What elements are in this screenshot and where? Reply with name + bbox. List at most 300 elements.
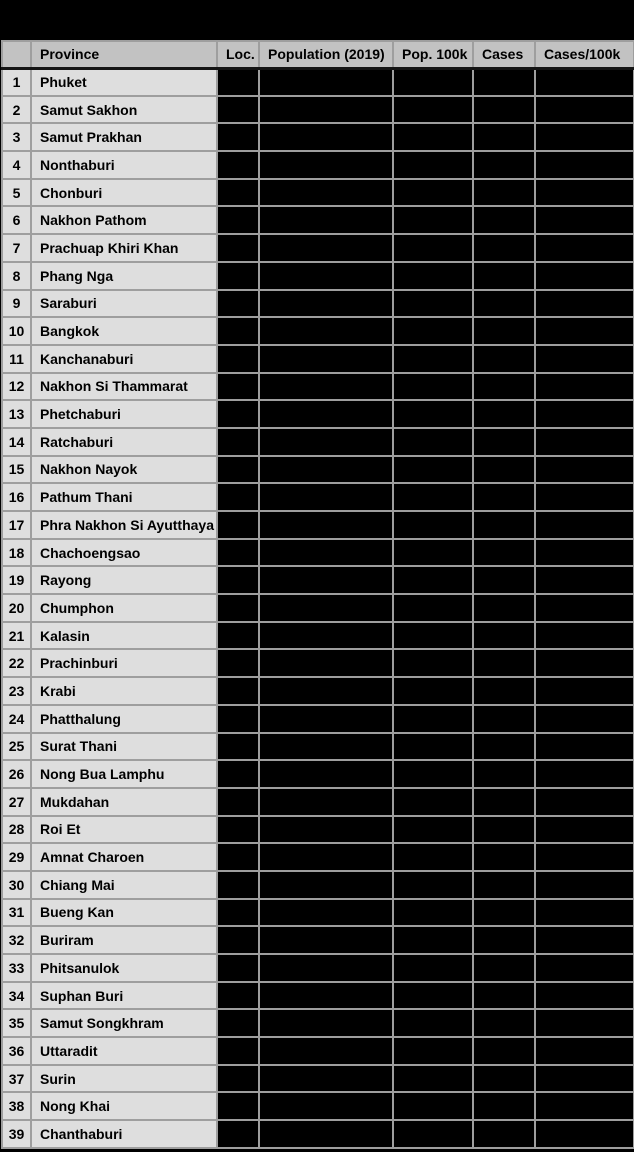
cell-cases-100k — [535, 234, 634, 262]
cell-population — [259, 151, 393, 179]
table-row — [2, 594, 634, 622]
cell-cases — [473, 151, 535, 179]
table-row — [2, 428, 634, 456]
cell-cases — [473, 96, 535, 124]
cell-pop-100k — [393, 760, 473, 788]
table-header — [2, 41, 634, 68]
cell-location — [217, 68, 259, 96]
cell-pop-100k — [393, 1009, 473, 1037]
cell-location — [217, 1009, 259, 1037]
row-rank: 22 — [2, 649, 31, 677]
row-province: Phuket — [31, 68, 217, 96]
row-province: Saraburi — [31, 290, 217, 318]
table-row — [2, 1120, 634, 1148]
row-rank: 38 — [2, 1092, 31, 1120]
cell-cases-100k — [535, 483, 634, 511]
row-province: Buriram — [31, 926, 217, 954]
table-row — [2, 483, 634, 511]
table-row — [2, 843, 634, 871]
cell-location — [217, 234, 259, 262]
cell-cases — [473, 206, 535, 234]
cell-pop-100k — [393, 539, 473, 567]
cell-population — [259, 594, 393, 622]
cell-population — [259, 290, 393, 318]
cell-population — [259, 760, 393, 788]
cell-pop-100k — [393, 262, 473, 290]
cell-population — [259, 511, 393, 539]
cell-cases — [473, 456, 535, 484]
cell-location — [217, 96, 259, 124]
cell-population — [259, 317, 393, 345]
cell-cases-100k — [535, 677, 634, 705]
cell-location — [217, 373, 259, 401]
cell-cases — [473, 317, 535, 345]
cell-population — [259, 871, 393, 899]
row-province: Prachinburi — [31, 649, 217, 677]
cell-cases — [473, 262, 535, 290]
cell-location — [217, 816, 259, 844]
cell-location — [217, 539, 259, 567]
cell-location — [217, 899, 259, 927]
row-province: Phitsanulok — [31, 954, 217, 982]
cell-population — [259, 788, 393, 816]
row-province: Prachuap Khiri Khan — [31, 234, 217, 262]
cell-population — [259, 373, 393, 401]
cell-population — [259, 123, 393, 151]
cell-pop-100k — [393, 317, 473, 345]
table-row — [2, 68, 634, 96]
cell-cases-100k — [535, 179, 634, 207]
cell-cases-100k — [535, 954, 634, 982]
table-row — [2, 539, 634, 567]
cell-location — [217, 954, 259, 982]
cell-pop-100k — [393, 705, 473, 733]
cell-pop-100k — [393, 456, 473, 484]
row-province: Nonthaburi — [31, 151, 217, 179]
cell-cases-100k — [535, 622, 634, 650]
table-row — [2, 179, 634, 207]
cell-cases-100k — [535, 871, 634, 899]
cell-population — [259, 234, 393, 262]
cell-location — [217, 649, 259, 677]
header-province: Province — [31, 41, 217, 68]
table-row — [2, 234, 634, 262]
cell-cases — [473, 179, 535, 207]
cell-pop-100k — [393, 871, 473, 899]
header-pop-100k: Pop. 100k — [393, 41, 473, 68]
cell-population — [259, 622, 393, 650]
row-rank: 27 — [2, 788, 31, 816]
cell-cases — [473, 871, 535, 899]
cell-cases — [473, 373, 535, 401]
cell-cases-100k — [535, 788, 634, 816]
cell-pop-100k — [393, 733, 473, 761]
cell-cases — [473, 816, 535, 844]
cell-population — [259, 705, 393, 733]
table-row — [2, 566, 634, 594]
cell-pop-100k — [393, 151, 473, 179]
cell-pop-100k — [393, 816, 473, 844]
row-province: Bueng Kan — [31, 899, 217, 927]
row-rank: 13 — [2, 400, 31, 428]
cell-cases — [473, 539, 535, 567]
cell-cases — [473, 1120, 535, 1148]
row-rank: 11 — [2, 345, 31, 373]
cell-population — [259, 456, 393, 484]
cell-location — [217, 843, 259, 871]
cell-location — [217, 483, 259, 511]
row-province: Samut Prakhan — [31, 123, 217, 151]
cell-location — [217, 622, 259, 650]
province-covid-table-wrap — [1, 40, 633, 1149]
row-rank: 8 — [2, 262, 31, 290]
cell-population — [259, 96, 393, 124]
cell-pop-100k — [393, 1092, 473, 1120]
cell-pop-100k — [393, 594, 473, 622]
row-rank: 6 — [2, 206, 31, 234]
cell-cases — [473, 760, 535, 788]
cell-cases-100k — [535, 345, 634, 373]
table-row — [2, 1037, 634, 1065]
cell-cases-100k — [535, 843, 634, 871]
cell-location — [217, 1120, 259, 1148]
row-rank: 18 — [2, 539, 31, 567]
row-rank: 35 — [2, 1009, 31, 1037]
cell-cases — [473, 982, 535, 1010]
cell-pop-100k — [393, 1065, 473, 1093]
cell-location — [217, 705, 259, 733]
row-rank: 20 — [2, 594, 31, 622]
row-province: Bangkok — [31, 317, 217, 345]
row-province: Chumphon — [31, 594, 217, 622]
cell-cases — [473, 345, 535, 373]
row-province: Ratchaburi — [31, 428, 217, 456]
cell-cases-100k — [535, 1065, 634, 1093]
table-row — [2, 96, 634, 124]
cell-location — [217, 1092, 259, 1120]
row-province: Surin — [31, 1065, 217, 1093]
cell-location — [217, 400, 259, 428]
row-province: Mukdahan — [31, 788, 217, 816]
cell-cases — [473, 954, 535, 982]
cell-location — [217, 151, 259, 179]
cell-population — [259, 262, 393, 290]
cell-location — [217, 594, 259, 622]
row-rank: 31 — [2, 899, 31, 927]
cell-location — [217, 926, 259, 954]
row-province: Nakhon Nayok — [31, 456, 217, 484]
table-row — [2, 816, 634, 844]
cell-pop-100k — [393, 206, 473, 234]
cell-population — [259, 1120, 393, 1148]
table-row — [2, 733, 634, 761]
cell-cases — [473, 899, 535, 927]
cell-pop-100k — [393, 788, 473, 816]
cell-location — [217, 456, 259, 484]
row-province: Kalasin — [31, 622, 217, 650]
row-province: Chanthaburi — [31, 1120, 217, 1148]
cell-location — [217, 982, 259, 1010]
cell-cases — [473, 483, 535, 511]
row-rank: 5 — [2, 179, 31, 207]
cell-location — [217, 206, 259, 234]
cell-location — [217, 733, 259, 761]
row-rank: 37 — [2, 1065, 31, 1093]
cell-cases-100k — [535, 816, 634, 844]
row-rank: 34 — [2, 982, 31, 1010]
cell-population — [259, 400, 393, 428]
table-row — [2, 151, 634, 179]
table-row — [2, 123, 634, 151]
cell-population — [259, 733, 393, 761]
row-rank: 9 — [2, 290, 31, 318]
cell-cases — [473, 926, 535, 954]
cell-population — [259, 566, 393, 594]
row-province: Rayong — [31, 566, 217, 594]
cell-cases — [473, 705, 535, 733]
cell-cases-100k — [535, 68, 634, 96]
cell-population — [259, 68, 393, 96]
row-province: Chonburi — [31, 179, 217, 207]
cell-cases-100k — [535, 428, 634, 456]
table-row — [2, 1065, 634, 1093]
row-province: Roi Et — [31, 816, 217, 844]
cell-cases — [473, 400, 535, 428]
cell-cases — [473, 68, 535, 96]
row-rank: 36 — [2, 1037, 31, 1065]
row-province: Pathum Thani — [31, 483, 217, 511]
row-province: Nakhon Si Thammarat — [31, 373, 217, 401]
cell-cases — [473, 123, 535, 151]
cell-pop-100k — [393, 511, 473, 539]
table-row — [2, 262, 634, 290]
header-cases-100k: Cases/100k — [535, 41, 634, 68]
row-province: Suphan Buri — [31, 982, 217, 1010]
row-rank: 26 — [2, 760, 31, 788]
row-rank: 30 — [2, 871, 31, 899]
row-province: Surat Thani — [31, 733, 217, 761]
row-province: Samut Songkhram — [31, 1009, 217, 1037]
cell-cases-100k — [535, 123, 634, 151]
cell-population — [259, 843, 393, 871]
cell-pop-100k — [393, 926, 473, 954]
row-province: Samut Sakhon — [31, 96, 217, 124]
cell-pop-100k — [393, 649, 473, 677]
cell-location — [217, 123, 259, 151]
table-row — [2, 649, 634, 677]
row-rank: 28 — [2, 816, 31, 844]
cell-population — [259, 816, 393, 844]
header-cases: Cases — [473, 41, 535, 68]
cell-cases-100k — [535, 400, 634, 428]
row-province: Nong Bua Lamphu — [31, 760, 217, 788]
cell-population — [259, 179, 393, 207]
cell-location — [217, 1065, 259, 1093]
row-rank: 3 — [2, 123, 31, 151]
cell-cases-100k — [535, 373, 634, 401]
row-rank: 2 — [2, 96, 31, 124]
row-province: Chachoengsao — [31, 539, 217, 567]
cell-population — [259, 1037, 393, 1065]
cell-pop-100k — [393, 483, 473, 511]
table-row — [2, 317, 634, 345]
row-rank: 17 — [2, 511, 31, 539]
cell-cases-100k — [535, 1009, 634, 1037]
row-province: Uttaradit — [31, 1037, 217, 1065]
row-rank: 25 — [2, 733, 31, 761]
row-province: Phra Nakhon Si Ayutthaya — [31, 511, 217, 539]
cell-population — [259, 428, 393, 456]
row-rank: 16 — [2, 483, 31, 511]
row-rank: 7 — [2, 234, 31, 262]
cell-population — [259, 954, 393, 982]
cell-cases-100k — [535, 151, 634, 179]
cell-cases-100k — [535, 1120, 634, 1148]
table-row — [2, 373, 634, 401]
row-province: Amnat Charoen — [31, 843, 217, 871]
cell-cases-100k — [535, 705, 634, 733]
cell-location — [217, 345, 259, 373]
cell-cases — [473, 677, 535, 705]
cell-cases-100k — [535, 96, 634, 124]
table-row — [2, 982, 634, 1010]
row-province: Phatthalung — [31, 705, 217, 733]
row-province: Nong Khai — [31, 1092, 217, 1120]
cell-location — [217, 179, 259, 207]
cell-location — [217, 262, 259, 290]
table-row — [2, 954, 634, 982]
row-province: Krabi — [31, 677, 217, 705]
row-province: Phang Nga — [31, 262, 217, 290]
cell-location — [217, 566, 259, 594]
table-row — [2, 677, 634, 705]
cell-pop-100k — [393, 400, 473, 428]
cell-cases-100k — [535, 317, 634, 345]
cell-cases-100k — [535, 456, 634, 484]
cell-location — [217, 760, 259, 788]
cell-cases-100k — [535, 760, 634, 788]
cell-cases — [473, 1065, 535, 1093]
cell-cases-100k — [535, 899, 634, 927]
cell-pop-100k — [393, 982, 473, 1010]
table-row — [2, 1009, 634, 1037]
cell-cases-100k — [535, 206, 634, 234]
table-row — [2, 345, 634, 373]
table-row — [2, 788, 634, 816]
row-rank: 15 — [2, 456, 31, 484]
cell-population — [259, 1092, 393, 1120]
cell-cases — [473, 788, 535, 816]
cell-cases — [473, 290, 535, 318]
table-body — [2, 68, 634, 1148]
cell-cases — [473, 649, 535, 677]
header-population-2019: Population (2019) — [259, 41, 393, 68]
table-row — [2, 871, 634, 899]
cell-pop-100k — [393, 566, 473, 594]
cell-population — [259, 1009, 393, 1037]
cell-pop-100k — [393, 96, 473, 124]
cell-cases-100k — [535, 594, 634, 622]
cell-cases-100k — [535, 1092, 634, 1120]
cell-cases — [473, 1092, 535, 1120]
cell-location — [217, 290, 259, 318]
cell-pop-100k — [393, 345, 473, 373]
cell-pop-100k — [393, 234, 473, 262]
cell-pop-100k — [393, 123, 473, 151]
header-location: Loc. — [217, 41, 259, 68]
cell-population — [259, 649, 393, 677]
cell-population — [259, 982, 393, 1010]
table-row — [2, 760, 634, 788]
table-row — [2, 290, 634, 318]
cell-pop-100k — [393, 428, 473, 456]
cell-population — [259, 926, 393, 954]
cell-pop-100k — [393, 1120, 473, 1148]
cell-pop-100k — [393, 622, 473, 650]
cell-pop-100k — [393, 899, 473, 927]
cell-cases — [473, 594, 535, 622]
cell-cases-100k — [535, 539, 634, 567]
cell-population — [259, 206, 393, 234]
cell-cases-100k — [535, 926, 634, 954]
row-province: Nakhon Pathom — [31, 206, 217, 234]
cell-location — [217, 677, 259, 705]
row-rank: 14 — [2, 428, 31, 456]
cell-cases-100k — [535, 982, 634, 1010]
cell-location — [217, 428, 259, 456]
cell-pop-100k — [393, 1037, 473, 1065]
cell-cases — [473, 428, 535, 456]
row-province: Phetchaburi — [31, 400, 217, 428]
cell-cases — [473, 1037, 535, 1065]
province-covid-table — [1, 40, 634, 1149]
cell-population — [259, 677, 393, 705]
row-rank: 21 — [2, 622, 31, 650]
cell-cases — [473, 733, 535, 761]
cell-population — [259, 1065, 393, 1093]
table-row — [2, 511, 634, 539]
cell-cases — [473, 622, 535, 650]
row-rank: 24 — [2, 705, 31, 733]
cell-pop-100k — [393, 677, 473, 705]
cell-cases — [473, 234, 535, 262]
cell-location — [217, 1037, 259, 1065]
cell-pop-100k — [393, 179, 473, 207]
row-rank: 32 — [2, 926, 31, 954]
table-row — [2, 622, 634, 650]
cell-location — [217, 511, 259, 539]
table-row — [2, 206, 634, 234]
row-rank: 19 — [2, 566, 31, 594]
table-row — [2, 400, 634, 428]
cell-location — [217, 317, 259, 345]
header-row — [2, 41, 634, 68]
cell-pop-100k — [393, 68, 473, 96]
cell-cases — [473, 1009, 535, 1037]
cell-pop-100k — [393, 373, 473, 401]
cell-cases-100k — [535, 733, 634, 761]
row-rank: 29 — [2, 843, 31, 871]
row-rank: 1 — [2, 68, 31, 96]
table-row — [2, 456, 634, 484]
cell-cases-100k — [535, 511, 634, 539]
cell-pop-100k — [393, 954, 473, 982]
cell-cases — [473, 511, 535, 539]
row-rank: 33 — [2, 954, 31, 982]
cell-cases — [473, 843, 535, 871]
row-rank: 10 — [2, 317, 31, 345]
cell-cases-100k — [535, 1037, 634, 1065]
